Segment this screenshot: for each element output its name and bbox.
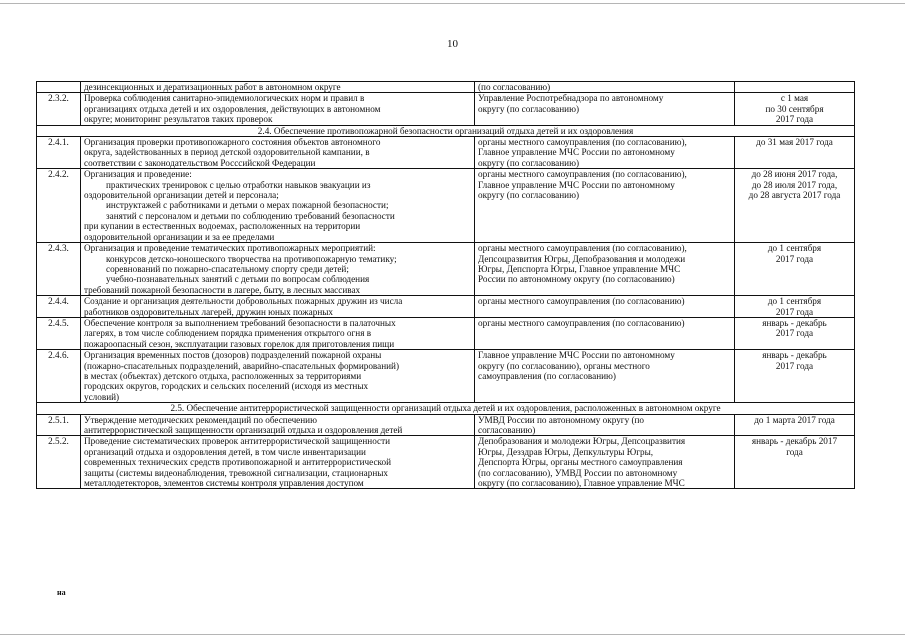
table-row xyxy=(37,169,855,243)
item-number: 2.5.2. xyxy=(37,436,81,489)
measure-text-line: соревнований по пожарно-спасательному спорту среди детей; xyxy=(106,263,349,274)
responsible-parties-line: округу (по согласованию) xyxy=(478,190,580,201)
responsible-parties-line: органы местного самоуправления (по согласованию) xyxy=(478,296,685,307)
deadline-line: 2017 года xyxy=(775,360,814,371)
measure-text-line: в местах (объектах) детского отдыха, расположенных за территориями xyxy=(84,370,362,381)
measure-text-line: организациях отдыха детей и их оздоровления, действующих в автономном xyxy=(84,103,381,114)
measure-text-line: округа, задействованных в период детской оздоровительной кампании, в xyxy=(84,147,370,158)
measure-text-line: занятий с персоналом и детьми по соблюдению требований безопасности xyxy=(106,210,395,221)
deadline-line: по 30 сентября xyxy=(765,103,824,114)
deadline-line: январь - декабрь xyxy=(762,350,827,361)
table-row xyxy=(37,436,855,489)
responsible-parties-line: Главное управление МЧС России по автономному xyxy=(478,147,675,158)
deadline-line: январь - декабрь xyxy=(762,317,827,328)
measure-text xyxy=(81,296,475,318)
measure-text-line: практических тренировок с целью отработки навыков эвакуации из xyxy=(106,179,371,190)
measure-text-line: Проведение систематических проверок антитеррористической защищенности xyxy=(84,436,391,447)
item-number: 2.4.6. xyxy=(37,350,81,403)
measure-text xyxy=(81,169,475,243)
measure-text-line: условий) xyxy=(84,391,120,402)
measure-text-line: округе; мониторинг результатов таких проверок xyxy=(84,114,273,125)
responsible-parties xyxy=(475,350,735,403)
responsible-parties-line: органы местного самоуправления (по согласованию), xyxy=(478,169,687,180)
table-row xyxy=(37,350,855,403)
responsible-parties-line: округу (по согласованию) xyxy=(478,103,580,114)
deadline-line: 2017 года xyxy=(775,328,814,339)
responsible-parties-line: согласованию) xyxy=(478,425,536,435)
scan-top-edge xyxy=(0,3,905,4)
responsible-parties-line: УМВД России по автономному округу (по xyxy=(478,414,645,425)
footer-mark: на xyxy=(57,588,66,597)
measure-text-line: Проверка соблюдения санитарно-эпидемиологических норм и правил в xyxy=(84,93,365,104)
measure-text-line: требований пожарной безопасности в лагере, быту, в лесных массивах xyxy=(84,284,361,295)
measure-text-line: Организация и проведение: xyxy=(84,169,192,180)
measure-text-line: оздоровительной организации детей и персонала; xyxy=(84,190,279,201)
measure-text-line: конкурсов детско-юношеского творчества на противопожарную тематику; xyxy=(106,253,397,264)
measure-text-line: Организация временных постов (дозоров) подразделений пожарной охраны xyxy=(84,350,382,361)
measure-text-line: металлодетекторов, элементов системы контроля управления доступом xyxy=(84,478,364,489)
deadline xyxy=(735,93,855,125)
deadline-line: с 1 мая xyxy=(780,93,809,104)
responsible-parties xyxy=(475,317,735,349)
responsible-parties-line: Депобразования и молодежи Югры, Депсоцразвития xyxy=(478,436,686,447)
deadline-line: до 31 мая 2017 года xyxy=(756,137,833,148)
measure-text-line: Создание и организация деятельности добровольных пожарных дружин из числа xyxy=(84,296,403,307)
measure-text-line: лагерях, в том числе соблюдением порядка применения открытого огня в xyxy=(84,328,372,339)
deadline xyxy=(735,317,855,349)
measure-text xyxy=(81,317,475,349)
measure-text-line: учебно-познавательных занятий с детьми по вопросам соблюдения xyxy=(106,274,370,285)
section-heading: 2.4. Обеспечение противопожарной безопасности организаций отдыха детей и их оздоровления xyxy=(37,125,855,136)
measure-text-line: городских округов, городских и сельских поселений (исходя из местных xyxy=(84,381,369,392)
deadline-line: 2017 года xyxy=(775,306,814,317)
item-number: 2.4.5. xyxy=(37,317,81,349)
measure-text-line: антитеррористической защищенности организаций отдыха и оздоровления детей xyxy=(84,425,403,435)
measure-text-line: (пожарно-спасательных подразделений, аварийно-спасательных формирований) xyxy=(84,360,400,371)
measure-text-line: Организация проверки противопожарного состояния объектов автономного xyxy=(84,137,381,148)
deadline-line: года xyxy=(786,446,803,457)
measure-text xyxy=(81,82,475,93)
responsible-parties-line: Главное управление МЧС России по автономному xyxy=(478,350,675,361)
responsible-parties xyxy=(475,436,735,489)
section-heading-row xyxy=(37,125,855,136)
item-number: 2.4.3. xyxy=(37,243,81,296)
measure-text-line: при купании в естественных водоемах, расположенных на территории xyxy=(84,221,361,232)
measure-text-line: соответствии с законодательством Росссийской Федерации xyxy=(84,157,316,168)
measure-text xyxy=(81,137,475,169)
measure-text xyxy=(81,436,475,489)
responsible-parties-line: округу (по согласованию), Главное управление МЧС xyxy=(478,478,685,489)
deadline-line: до 1 сентября xyxy=(767,296,822,307)
responsible-parties-line: Югры, Депспорта Югры, Главное управление МЧС xyxy=(478,263,681,274)
deadline-line: до 28 июля 2017 года, xyxy=(751,179,838,190)
responsible-parties-line: органы местного самоуправления (по согласованию) xyxy=(478,317,685,328)
measure-text-line: дезинсекционных и дератизационных работ в автономном округе xyxy=(84,82,341,92)
measure-text xyxy=(81,414,475,436)
measure-text-line: инструктажей с работниками и детьми о мерах пожарной безопасности; xyxy=(106,200,389,211)
table-row xyxy=(37,93,855,125)
deadline xyxy=(735,243,855,296)
deadline xyxy=(735,296,855,318)
table-row xyxy=(37,317,855,349)
measure-text-line: организаций отдыха и оздоровления детей, в том числе инвентаризации xyxy=(84,446,366,457)
table-row xyxy=(37,137,855,169)
deadline xyxy=(735,82,855,93)
responsible-parties-line: самоуправления (по согласованию) xyxy=(478,370,616,381)
section-heading-row xyxy=(37,403,855,414)
responsible-parties-line: Депспорта Югры, органы местного самоуправления xyxy=(478,457,683,468)
responsible-parties-line: округу (по согласованию), органы местного xyxy=(478,360,650,371)
responsible-parties-line: органы местного самоуправления (по согласованию), xyxy=(478,137,687,148)
deadline xyxy=(735,137,855,169)
responsible-parties-line: округу (по согласованию) xyxy=(478,157,580,168)
responsible-parties-line: Югры, Дезздрав Югры, Депкультуры Югры, xyxy=(478,446,654,457)
responsible-parties xyxy=(475,243,735,296)
responsible-parties xyxy=(475,296,735,318)
item-number: 2.4.2. xyxy=(37,169,81,243)
measure-text-line: оздоровительной организации и за ее пределами xyxy=(84,231,275,242)
page-number: 10 xyxy=(447,38,458,50)
responsible-parties-line: России по автономному округу (по согласованию) xyxy=(478,274,675,285)
deadline-line: до 1 сентября xyxy=(767,243,822,254)
measure-text xyxy=(81,243,475,296)
item-number: 2.4.1. xyxy=(37,137,81,169)
item-number: 2.3.2. xyxy=(37,93,81,125)
responsible-parties xyxy=(475,93,735,125)
responsible-parties xyxy=(475,137,735,169)
deadline xyxy=(735,350,855,403)
measure-text-line: Утверждение методических рекомендаций по обеспечению xyxy=(84,414,317,425)
deadline-line: январь - декабрь 2017 xyxy=(751,436,838,447)
measure-text-line: защиты (системы видеонаблюдения, тревожной сигнализации, стационарных xyxy=(84,467,389,478)
table-row xyxy=(37,243,855,296)
section-heading: 2.5. Обеспечение антитеррористической защищенности организаций отдыха детей и их оздоровления, расположенных в автономном округе xyxy=(37,403,855,414)
deadline-line: до 1 марта 2017 года xyxy=(754,414,835,425)
responsible-parties-line: (по согласованию) xyxy=(478,82,551,92)
measure-text xyxy=(81,93,475,125)
responsible-parties-line: (по согласованию), УМВД России по автономному xyxy=(478,467,678,478)
deadline-line: 2017 года xyxy=(775,114,814,125)
scan-bottom-edge xyxy=(0,634,905,635)
deadline-line: 2017 года xyxy=(775,253,814,264)
deadline-line: до 28 августа 2017 года xyxy=(748,190,841,201)
responsible-parties-line: Управление Роспотребнадзора по автономному xyxy=(478,93,664,104)
item-number xyxy=(37,82,81,93)
measure-text-line: работников оздоровительных лагерей, дружин юных пожарных xyxy=(84,306,334,317)
table-row xyxy=(37,414,855,436)
deadline xyxy=(735,169,855,243)
measure-text-line: Организация и проведение тематических противопожарных мероприятий: xyxy=(84,243,376,254)
item-number: 2.5.1. xyxy=(37,414,81,436)
responsible-parties xyxy=(475,82,735,93)
table-row xyxy=(37,82,855,93)
responsible-parties xyxy=(475,169,735,243)
responsible-parties-line: Главное управление МЧС России по автономному xyxy=(478,179,675,190)
responsible-parties-line: органы местного самоуправления (по согласованию), xyxy=(478,243,687,254)
responsible-parties-line: Депсоцразвития Югры, Депобразования и молодежи xyxy=(478,253,686,264)
deadline xyxy=(735,436,855,489)
measures-table xyxy=(36,81,855,489)
deadline-line: до 28 июня 2017 года, xyxy=(751,169,838,180)
measure-text-line: современных технических средств противопожарной и антитеррористической xyxy=(84,457,392,468)
measure-text-line: Обеспечение контроля за выполнением требований безопасности в палаточных xyxy=(84,317,396,328)
measure-text xyxy=(81,350,475,403)
responsible-parties xyxy=(475,414,735,436)
item-number: 2.4.4. xyxy=(37,296,81,318)
deadline xyxy=(735,414,855,436)
table-row xyxy=(37,296,855,318)
measure-text-line: пожароопасный сезон, эксплуатации газовых горелок для приготовления пищи xyxy=(84,338,395,349)
